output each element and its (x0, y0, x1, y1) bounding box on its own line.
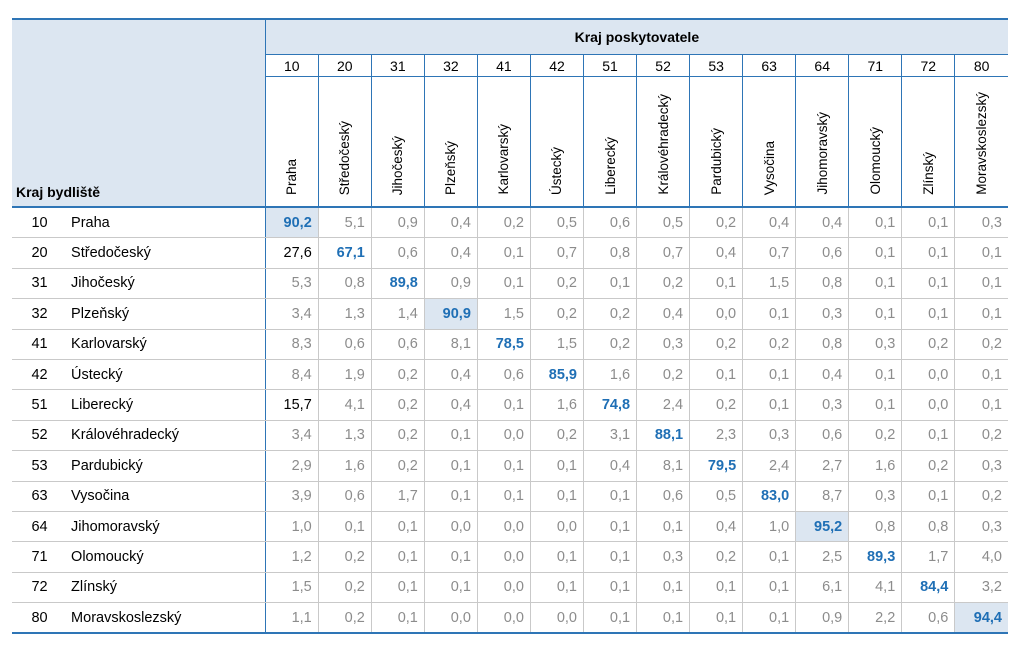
row-name: Pardubický (67, 451, 265, 481)
value-cell: 0,1 (690, 359, 743, 389)
value-cell: 0,1 (424, 542, 477, 572)
row-code: 63 (12, 481, 67, 511)
value-cell: 8,7 (796, 481, 849, 511)
column-name: Ústecký (549, 146, 565, 195)
value-cell: 8,1 (424, 329, 477, 359)
row-code: 51 (12, 390, 67, 420)
value-cell: 0,2 (530, 299, 583, 329)
value-cell: 0,6 (902, 603, 955, 634)
table-row (12, 299, 1008, 329)
value-cell: 1,7 (371, 481, 424, 511)
value-cell: 8,3 (265, 329, 318, 359)
column-name-cell (371, 77, 424, 208)
value-cell: 0,2 (584, 299, 637, 329)
row-name: Olomoucký (67, 542, 265, 572)
value-cell: 0,2 (371, 390, 424, 420)
column-name-cell (849, 77, 902, 208)
value-cell: 0,5 (637, 207, 690, 238)
value-cell: 0,1 (584, 268, 637, 298)
value-cell: 0,1 (424, 451, 477, 481)
matrix-table (12, 18, 1008, 634)
value-cell: 0,0 (424, 603, 477, 634)
value-cell: 3,1 (584, 420, 637, 450)
diagonal-value-cell: 78,5 (477, 329, 530, 359)
value-cell: 0,1 (849, 238, 902, 268)
value-cell: 1,6 (849, 451, 902, 481)
value-cell: 0,1 (477, 238, 530, 268)
value-cell: 0,1 (477, 268, 530, 298)
value-cell: 2,4 (637, 390, 690, 420)
row-name: Zlínský (67, 572, 265, 602)
table-container (12, 18, 1008, 634)
value-cell: 0,4 (796, 359, 849, 389)
value-cell: 1,5 (743, 268, 796, 298)
value-cell: 0,2 (902, 329, 955, 359)
row-code: 53 (12, 451, 67, 481)
value-cell: 1,1 (265, 603, 318, 634)
value-cell: 0,4 (690, 511, 743, 541)
value-cell: 0,4 (690, 238, 743, 268)
table-row (12, 207, 1008, 238)
column-name: Středočeský (337, 120, 353, 195)
value-cell: 0,1 (584, 542, 637, 572)
column-code: 41 (477, 55, 530, 77)
value-cell: 8,4 (265, 359, 318, 389)
value-cell: 0,1 (477, 390, 530, 420)
value-cell: 0,3 (955, 511, 1008, 541)
column-name: Pardubický (708, 128, 724, 195)
value-cell: 0,0 (530, 603, 583, 634)
value-cell: 3,9 (265, 481, 318, 511)
value-cell: 1,3 (318, 299, 371, 329)
value-cell: 0,1 (955, 359, 1008, 389)
value-cell: 0,0 (424, 511, 477, 541)
row-name: Moravskoslezský (67, 603, 265, 634)
column-name: Jihomoravský (814, 112, 830, 195)
column-code: 51 (584, 55, 637, 77)
value-cell: 0,1 (743, 359, 796, 389)
value-cell: 0,3 (796, 299, 849, 329)
value-cell: 15,7 (265, 390, 318, 420)
value-cell: 0,9 (371, 207, 424, 238)
value-cell: 0,1 (584, 603, 637, 634)
column-name: Královéhradecký (655, 94, 671, 195)
value-cell: 0,5 (530, 207, 583, 238)
value-cell: 0,8 (584, 238, 637, 268)
row-code: 52 (12, 420, 67, 450)
value-cell: 0,2 (318, 603, 371, 634)
value-cell: 4,1 (318, 390, 371, 420)
row-name: Karlovarský (67, 329, 265, 359)
column-name-cell (584, 77, 637, 208)
value-cell: 0,2 (955, 481, 1008, 511)
value-cell: 0,4 (424, 390, 477, 420)
value-cell: 0,6 (796, 238, 849, 268)
diagonal-value-cell: 74,8 (584, 390, 637, 420)
value-cell: 0,2 (477, 207, 530, 238)
column-code: 42 (530, 55, 583, 77)
value-cell: 0,1 (530, 481, 583, 511)
diagonal-value-cell: 88,1 (637, 420, 690, 450)
value-cell: 1,5 (530, 329, 583, 359)
value-cell: 1,0 (743, 511, 796, 541)
column-code: 20 (318, 55, 371, 77)
table-row (12, 451, 1008, 481)
value-cell: 0,1 (637, 572, 690, 602)
value-cell: 0,4 (796, 207, 849, 238)
value-cell: 0,7 (530, 238, 583, 268)
table-row (12, 329, 1008, 359)
column-code: 53 (690, 55, 743, 77)
table-row (12, 359, 1008, 389)
value-cell: 0,4 (424, 207, 477, 238)
diagonal-value-cell: 84,4 (902, 572, 955, 602)
column-name-cell (743, 77, 796, 208)
value-cell: 0,8 (796, 268, 849, 298)
column-name-cell (690, 77, 743, 208)
value-cell: 0,1 (955, 268, 1008, 298)
value-cell: 0,3 (849, 329, 902, 359)
row-name: Praha (67, 207, 265, 238)
value-cell: 0,2 (530, 420, 583, 450)
row-code: 80 (12, 603, 67, 634)
row-name: Královéhradecký (67, 420, 265, 450)
diagonal-value-cell: 94,4 (955, 603, 1008, 634)
value-cell: 0,1 (902, 299, 955, 329)
row-name: Jihočeský (67, 268, 265, 298)
value-cell: 0,1 (902, 207, 955, 238)
value-cell: 0,6 (371, 238, 424, 268)
row-name: Plzeňský (67, 299, 265, 329)
value-cell: 0,0 (477, 572, 530, 602)
diagonal-value-cell: 85,9 (530, 359, 583, 389)
value-cell: 0,1 (955, 299, 1008, 329)
column-code: 63 (743, 55, 796, 77)
value-cell: 0,1 (477, 451, 530, 481)
value-cell: 0,2 (637, 268, 690, 298)
value-cell: 5,1 (318, 207, 371, 238)
value-cell: 0,1 (902, 420, 955, 450)
row-name: Vysočina (67, 481, 265, 511)
value-cell: 0,9 (796, 603, 849, 634)
table-row (12, 603, 1008, 634)
column-code: 72 (902, 55, 955, 77)
value-cell: 0,8 (849, 511, 902, 541)
value-cell: 0,2 (902, 451, 955, 481)
value-cell: 0,1 (690, 603, 743, 634)
value-cell: 0,2 (690, 207, 743, 238)
table-row (12, 238, 1008, 268)
row-name: Ústecký (67, 359, 265, 389)
column-name: Plzeňský (443, 140, 459, 195)
column-name: Vysočina (761, 140, 777, 195)
value-cell: 0,1 (849, 207, 902, 238)
column-name-cell (637, 77, 690, 208)
value-cell: 0,1 (743, 572, 796, 602)
value-cell: 4,1 (849, 572, 902, 602)
value-cell: 0,3 (849, 481, 902, 511)
value-cell: 27,6 (265, 238, 318, 268)
value-cell: 0,4 (424, 238, 477, 268)
value-cell: 0,0 (690, 299, 743, 329)
value-cell: 1,6 (530, 390, 583, 420)
value-cell: 0,1 (371, 511, 424, 541)
value-cell: 0,5 (690, 481, 743, 511)
value-cell: 0,2 (690, 329, 743, 359)
table-row (12, 511, 1008, 541)
value-cell: 0,1 (371, 603, 424, 634)
diagonal-value-cell: 83,0 (743, 481, 796, 511)
row-code: 31 (12, 268, 67, 298)
value-cell: 0,1 (637, 511, 690, 541)
value-cell: 1,7 (902, 542, 955, 572)
value-cell: 0,1 (902, 268, 955, 298)
value-cell: 0,0 (477, 542, 530, 572)
value-cell: 0,3 (637, 329, 690, 359)
value-cell: 0,3 (955, 207, 1008, 238)
column-name-cell (318, 77, 371, 208)
value-cell: 8,1 (637, 451, 690, 481)
value-cell: 0,2 (371, 451, 424, 481)
value-cell: 0,9 (424, 268, 477, 298)
value-cell: 0,1 (690, 268, 743, 298)
value-cell: 1,4 (371, 299, 424, 329)
value-cell: 0,0 (902, 390, 955, 420)
value-cell: 0,6 (796, 420, 849, 450)
value-cell: 0,2 (743, 329, 796, 359)
value-cell: 0,6 (371, 329, 424, 359)
value-cell: 0,3 (955, 451, 1008, 481)
value-cell: 0,1 (955, 238, 1008, 268)
value-cell: 0,8 (796, 329, 849, 359)
value-cell: 0,1 (902, 238, 955, 268)
column-code: 80 (955, 55, 1008, 77)
value-cell: 0,1 (849, 268, 902, 298)
value-cell: 3,2 (955, 572, 1008, 602)
diagonal-value-cell: 79,5 (690, 451, 743, 481)
value-cell: 0,1 (424, 420, 477, 450)
value-cell: 0,3 (743, 420, 796, 450)
value-cell: 2,9 (265, 451, 318, 481)
value-cell: 5,3 (265, 268, 318, 298)
diagonal-value-cell: 89,8 (371, 268, 424, 298)
table-row (12, 420, 1008, 450)
value-cell: 0,1 (637, 603, 690, 634)
column-code: 31 (371, 55, 424, 77)
row-header-label: Kraj bydliště (16, 184, 101, 200)
value-cell: 0,1 (743, 299, 796, 329)
table-row (12, 268, 1008, 298)
column-code: 71 (849, 55, 902, 77)
value-cell: 1,2 (265, 542, 318, 572)
table-row (12, 481, 1008, 511)
value-cell: 0,2 (371, 420, 424, 450)
row-code: 64 (12, 511, 67, 541)
value-cell: 0,1 (530, 572, 583, 602)
value-cell: 6,1 (796, 572, 849, 602)
value-cell: 2,5 (796, 542, 849, 572)
value-cell: 0,4 (637, 299, 690, 329)
value-cell: 0,2 (584, 329, 637, 359)
column-code: 32 (424, 55, 477, 77)
column-code: 64 (796, 55, 849, 77)
column-name-cell (477, 77, 530, 208)
value-cell: 2,3 (690, 420, 743, 450)
column-name: Olomoucký (867, 127, 883, 195)
value-cell: 0,1 (424, 572, 477, 602)
value-cell: 1,3 (318, 420, 371, 450)
value-cell: 1,5 (265, 572, 318, 602)
row-code: 71 (12, 542, 67, 572)
value-cell: 0,0 (902, 359, 955, 389)
value-cell: 0,1 (584, 511, 637, 541)
value-cell: 0,1 (849, 299, 902, 329)
value-cell: 2,4 (743, 451, 796, 481)
value-cell: 0,2 (318, 542, 371, 572)
column-code: 10 (265, 55, 318, 77)
row-header-corner (12, 19, 265, 207)
value-cell: 3,4 (265, 420, 318, 450)
column-name: Praha (284, 158, 300, 195)
value-cell: 0,8 (902, 511, 955, 541)
value-cell: 0,1 (743, 390, 796, 420)
value-cell: 0,1 (690, 572, 743, 602)
table-row (12, 572, 1008, 602)
value-cell: 0,1 (318, 511, 371, 541)
row-code: 20 (12, 238, 67, 268)
value-cell: 0,4 (584, 451, 637, 481)
value-cell: 0,0 (530, 511, 583, 541)
value-cell: 0,7 (637, 238, 690, 268)
diagonal-value-cell: 90,2 (265, 207, 318, 238)
value-cell: 0,1 (743, 542, 796, 572)
value-cell: 0,4 (424, 359, 477, 389)
column-name-cell (902, 77, 955, 208)
row-name: Jihomoravský (67, 511, 265, 541)
value-cell: 0,6 (318, 481, 371, 511)
row-name: Liberecký (67, 390, 265, 420)
value-cell: 0,1 (584, 481, 637, 511)
value-cell: 0,1 (743, 603, 796, 634)
value-cell: 0,4 (743, 207, 796, 238)
row-code: 10 (12, 207, 67, 238)
value-cell: 0,2 (318, 572, 371, 602)
value-cell: 4,0 (955, 542, 1008, 572)
value-cell: 0,3 (637, 542, 690, 572)
value-cell: 0,1 (424, 481, 477, 511)
value-cell: 0,0 (477, 603, 530, 634)
value-cell: 1,5 (477, 299, 530, 329)
diagonal-value-cell: 89,3 (849, 542, 902, 572)
value-cell: 0,6 (637, 481, 690, 511)
value-cell: 0,1 (530, 451, 583, 481)
diagonal-value-cell: 95,2 (796, 511, 849, 541)
value-cell: 0,6 (584, 207, 637, 238)
value-cell: 0,2 (371, 359, 424, 389)
row-code: 42 (12, 359, 67, 389)
column-name-cell (424, 77, 477, 208)
value-cell: 1,9 (318, 359, 371, 389)
value-cell: 0,1 (371, 572, 424, 602)
value-cell: 0,1 (849, 359, 902, 389)
value-cell: 0,1 (371, 542, 424, 572)
column-group-title: Kraj poskytovatele (265, 19, 1008, 55)
value-cell: 0,1 (584, 572, 637, 602)
row-code: 41 (12, 329, 67, 359)
row-code: 32 (12, 299, 67, 329)
value-cell: 0,2 (849, 420, 902, 450)
value-cell: 0,7 (743, 238, 796, 268)
column-code: 52 (637, 55, 690, 77)
table-row (12, 542, 1008, 572)
value-cell: 0,1 (955, 390, 1008, 420)
value-cell: 0,3 (796, 390, 849, 420)
value-cell: 0,2 (690, 542, 743, 572)
column-name-cell (530, 77, 583, 208)
value-cell: 0,2 (530, 268, 583, 298)
column-name: Karlovarský (496, 124, 512, 195)
column-name: Liberecký (602, 137, 618, 195)
diagonal-value-cell: 90,9 (424, 299, 477, 329)
value-cell: 0,1 (849, 390, 902, 420)
column-name-cell (265, 77, 318, 208)
value-cell: 0,6 (477, 359, 530, 389)
value-cell: 0,1 (902, 481, 955, 511)
value-cell: 0,2 (690, 390, 743, 420)
column-name: Moravskoslezský (974, 92, 990, 195)
table-row (12, 390, 1008, 420)
column-name-cell (955, 77, 1008, 208)
value-cell: 2,2 (849, 603, 902, 634)
value-cell: 3,4 (265, 299, 318, 329)
value-cell: 1,6 (584, 359, 637, 389)
value-cell: 0,0 (477, 420, 530, 450)
column-name-cell (796, 77, 849, 208)
value-cell: 0,8 (318, 268, 371, 298)
value-cell: 1,0 (265, 511, 318, 541)
value-cell: 0,0 (477, 511, 530, 541)
value-cell: 2,7 (796, 451, 849, 481)
value-cell: 0,1 (530, 542, 583, 572)
table-body (12, 207, 1008, 633)
value-cell: 1,6 (318, 451, 371, 481)
value-cell: 0,2 (955, 420, 1008, 450)
value-cell: 0,2 (955, 329, 1008, 359)
column-name: Zlínský (920, 152, 936, 195)
diagonal-value-cell: 67,1 (318, 238, 371, 268)
value-cell: 0,2 (637, 359, 690, 389)
value-cell: 0,6 (318, 329, 371, 359)
column-name: Jihočeský (390, 135, 406, 195)
row-name: Středočeský (67, 238, 265, 268)
row-code: 72 (12, 572, 67, 602)
value-cell: 0,1 (477, 481, 530, 511)
